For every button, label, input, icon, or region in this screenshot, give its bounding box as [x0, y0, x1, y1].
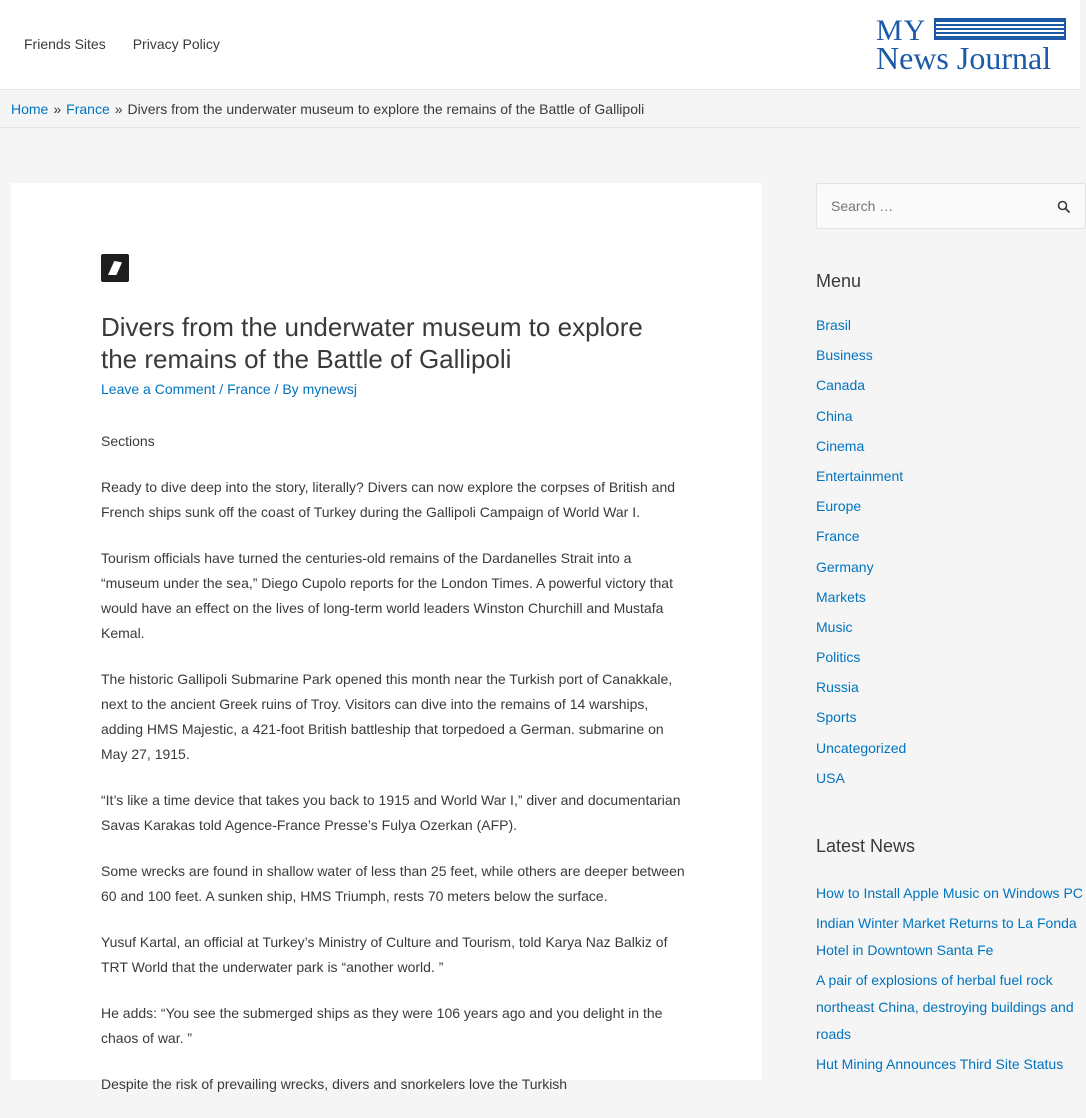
menu-item [816, 619, 906, 649]
article-paragraph: The historic Gallipoli Submarine Park opened this month near the Turkish port of Canakkale, next to the ancient Greek ruins of Troy. Visitors can dive into the remains of 14 warships, adding HMS Majestic, a 421-foot British battleship that torpedoed a German. submarine on May 27, 1915. [101, 671, 673, 762]
menu-link-brasil[interactable]: Brasil [816, 317, 852, 333]
site-favicon-icon [101, 254, 129, 282]
menu-link-cinema[interactable]: Cinema [816, 437, 865, 454]
article-paragraph: Some wrecks are found in shallow water of less than 25 feet, while others are deeper between 60 and 100 feet. A sunken ship, HMS Triumph, rests 70 meters below the surface. [101, 863, 685, 904]
article-paragraph: Sections [101, 433, 155, 449]
article-paragraph: Despite the risk of prevailing wrecks, divers and snorkelers love the Turkish [101, 1076, 568, 1092]
menu-item [816, 438, 906, 468]
menu-link-france[interactable]: France [816, 528, 860, 545]
breadcrumb-separator: » [53, 101, 62, 117]
menu-item [816, 498, 906, 528]
news-link[interactable]: A pair of explosions of herbal fuel rock northeast China, destroying buildings and roads [816, 972, 1074, 1042]
logo-text-news-journal: News Journal [876, 40, 1052, 76]
menu-list [816, 317, 906, 800]
menu-item [816, 377, 906, 407]
menu-item [816, 770, 906, 800]
article-paragraph: “It’s like a time device that takes you back to 1915 and World War I,” diver and documentarian Savas Karakas told Agence-France Presse’s Fulya Ozerkan (AFP). [101, 792, 681, 833]
article-paragraph: He adds: “You see the submerged ships as they were 106 years ago and you delight in the chaos of war. ” [101, 1005, 663, 1046]
menu-link-china[interactable]: China [816, 407, 853, 424]
menu-link-sports[interactable]: Sports [816, 709, 857, 726]
menu-link-canada[interactable]: Canada [816, 377, 866, 394]
menu-item [816, 317, 906, 347]
article-paragraph: Yusuf Kartal, an official at Turkey’s Ministry of Culture and Tourism, told Karya Naz Balkiz of TRT World that the underwater park is “another world. ” [101, 934, 668, 975]
nav-friends-sites[interactable]: Friends Sites [24, 36, 106, 52]
menu-link-music[interactable]: Music [816, 618, 853, 635]
article-title: Divers from the underwater museum to explore the remains of the Battle of Gallipoli [101, 312, 643, 374]
menu-link-germany[interactable]: Germany [816, 558, 874, 575]
logo-text-my: MY [876, 14, 927, 47]
menu-link-markets[interactable]: Markets [816, 588, 866, 605]
breadcrumb-category[interactable]: France [66, 101, 110, 117]
breadcrumb-bar [0, 90, 1080, 128]
article-paragraph: Ready to dive deep into the story, literally? Divers can now explore the corpses of British and French ships sunk off the coast of Turkey during the Gallipoli Campaign of World War I. [101, 479, 676, 520]
news-item [816, 1051, 1080, 1078]
menu-item [816, 709, 906, 739]
menu-item [816, 740, 906, 770]
news-link[interactable]: Hut Mining Announces Third Site Status [816, 1056, 1064, 1072]
breadcrumb-current: Divers from the underwater museum to explore the remains of the Battle of Gallipoli [127, 101, 645, 117]
site-header [0, 0, 1080, 90]
menu-link-usa[interactable]: USA [816, 769, 845, 786]
search-icon[interactable] [1057, 200, 1071, 214]
breadcrumb-separator: » [114, 101, 123, 117]
breadcrumb [11, 101, 644, 117]
menu-item [816, 649, 906, 679]
meta-category-link[interactable]: France [227, 381, 271, 397]
news-link[interactable]: How to Install Apple Music on Windows PC [816, 885, 1083, 901]
latest-news-title: Latest News [816, 836, 916, 856]
meta-author-link[interactable]: mynewsj [302, 381, 358, 397]
menu-widget-title: Menu [816, 271, 862, 291]
menu-link-russia[interactable]: Russia [816, 679, 859, 696]
menu-link-politics[interactable]: Politics [816, 649, 861, 666]
menu-link-entertainment[interactable]: Entertainment [816, 467, 904, 484]
menu-item [816, 408, 906, 438]
leave-comment-link[interactable]: Leave a Comment [101, 381, 216, 397]
article-card [11, 183, 762, 1092]
logo-stripes [934, 18, 1066, 40]
menu-item [816, 559, 906, 589]
news-item [816, 880, 1083, 907]
top-nav [24, 36, 220, 52]
latest-news-list [816, 880, 1083, 1081]
article-paragraph: Tourism officials have turned the centuries-old remains of the Dardanelles Strait into a “museum under the sea,” Diego Cupolo reports for the London Times. A powerful victory that would have an effect on the lives of long-term world leaders Winston Churchill and Mustafa Kemal. [101, 550, 673, 641]
menu-item [816, 347, 906, 377]
news-link[interactable]: Indian Winter Market Returns to La Fonda Hotel in Downtown Santa Fe [816, 915, 1077, 958]
nav-privacy-policy[interactable]: Privacy Policy [132, 36, 220, 52]
article-meta [101, 381, 357, 397]
meta-separator: / [215, 381, 228, 397]
menu-item [816, 468, 906, 498]
news-item [816, 910, 1080, 964]
site-logo[interactable] [876, 16, 1072, 74]
menu-link-business[interactable]: Business [816, 347, 873, 364]
menu-link-europe[interactable]: Europe [816, 498, 862, 515]
menu-link-uncategorized[interactable]: Uncategorized [816, 739, 907, 756]
search-form [816, 183, 1086, 229]
article-body [101, 429, 691, 1118]
search-input[interactable] [831, 198, 1031, 214]
meta-by: / By [270, 381, 303, 397]
news-item [816, 967, 1080, 1048]
menu-item [816, 679, 906, 709]
menu-item [816, 528, 906, 558]
menu-item [816, 589, 906, 619]
breadcrumb-home[interactable]: Home [11, 101, 49, 117]
